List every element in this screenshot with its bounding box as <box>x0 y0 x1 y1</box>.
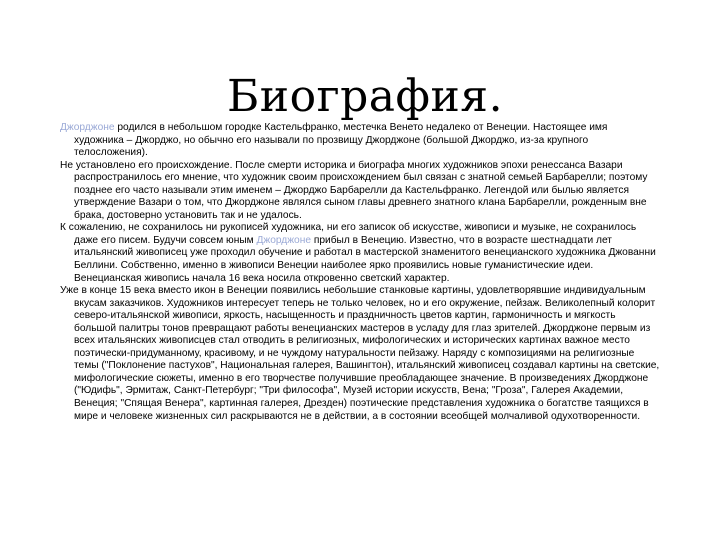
paragraph-text: Уже в конце 15 века вместо икон в Венеции появились небольшие станковые картины, удовлетворявшие индивидуальным вкусам заказчиков. Художников интересует теперь не только человек, но и его окружение, пейзаж. Великолепный колорит северо-итальянской живописи, яркость, насыщенность и праздничность цветов картин, гармоничность и мягкость большой палитры тонов превращают работы венецианских мастеров в усладу для глаз зрителей. Джорджоне первым из всех итальянских живописцев стал отводить в религиозных, мифологических и исторических картинах важное место поэтически-придуманному, красивому, и не чуждому натуральности пейзажу. Наряду с композициями на религиозные темы ("Поклонение пастухов", Национальная галерея, Вашингтон), итальянский живописец создавал картины на светские, мифологические сюжеты, именно в его творчестве получившие преобладающее значение. В произведениях Джорджоне ("Юдифь", Эрмитаж, Санкт-Петербург; "Три философа", Музей истории искусств, Вена; "Гроза", Галерея Академии, Венеция; "Спящая Венера", картинная галерея, Дрезден) поэтические представления художника о богатстве таящихся в мире и человеке жизненных сил раскрываются не в действии, а в состоянии всеобщей молчаливой одухотворенности. <box>60 285 660 422</box>
paragraph-text: прибыл в Венецию. Известно, что в возрасте шестнадцати лет итальянский живописец уже проходил обучение и работал в мастерской знаменитого венецианского художника Джованни Беллини. Собственно, именно в живописи Венеции наиболее ярко проявились новые гуманистические идеи. Венецианская живопись начала 16 века носила откровенно светский характер. <box>74 234 656 284</box>
paragraph-painting <box>60 285 660 423</box>
paragraph-origin <box>60 160 660 223</box>
paragraph-birth <box>60 122 660 160</box>
paragraph-text: К сожалению, не сохранилось ни рукописей художника, ни его записок об искусстве, живописи и музыке, не сохранилось даже его писем. Будучи совсем юным <box>60 222 637 246</box>
paragraph-text: Не установлено его происхождение. После смерти историка и биографа многих художников эпохи ренессанса Вазари распространилось его мнение, что художник своим происхождением был связан с знатной семьей Барбарелли; поэтому позднее его часто называли этим именем – Джорджо Барбарелли да Кастельфранко. Легендой или былью является утверждение Вазари о том, что Джорджоне являлся сыном главы древнего знатного клана Барбарелли, рожденным вне брака, достоверно установить так и не удалось. <box>60 159 648 221</box>
paragraph-text: родился в небольшом городке Кастельфранко, местечка Венето недалеко от Венеции. Настоящее имя художника – Джорджо, но обычно его называли по прозвищу Джорджоне (большой Джорджо, из-за крупного телосложения). <box>74 122 608 159</box>
giorgione-link[interactable]: Джорджоне <box>256 234 312 246</box>
body-text <box>60 122 660 423</box>
giorgione-link[interactable]: Джорджоне <box>60 122 115 133</box>
paragraph-venice <box>60 222 660 285</box>
slide-title: Биография. <box>226 71 504 122</box>
